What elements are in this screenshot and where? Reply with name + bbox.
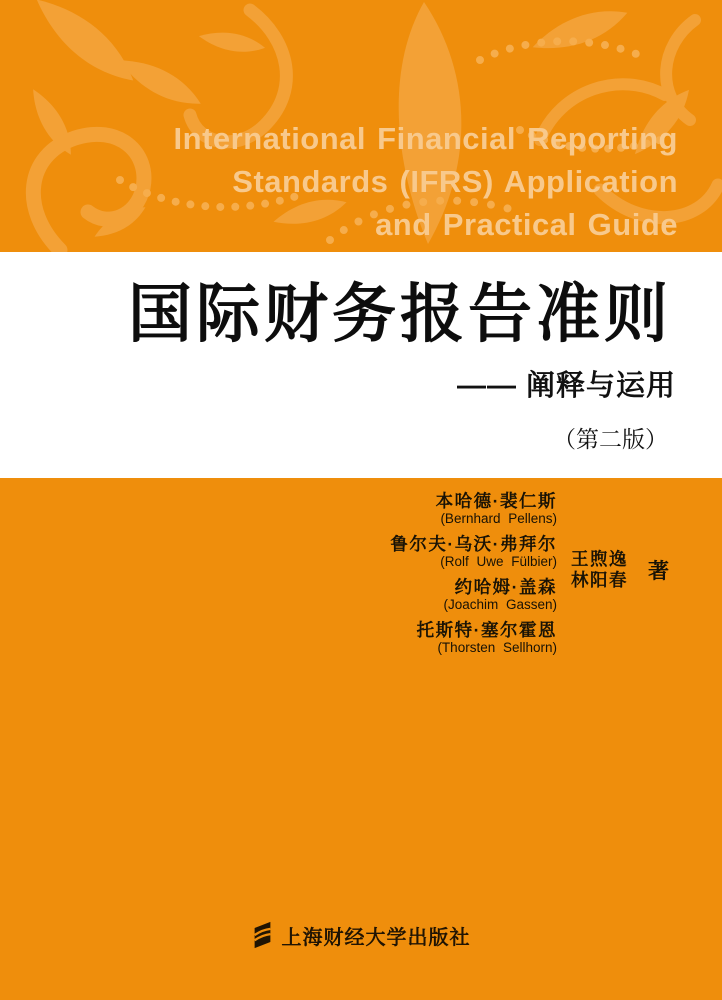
english-title	[174, 117, 678, 246]
author-name-cn: 托斯特·塞尔霍恩	[416, 620, 557, 640]
author-name-en: (Thorsten Sellhorn)	[437, 640, 557, 655]
translator-name: 林阳春	[571, 570, 628, 590]
author-entry	[390, 577, 557, 612]
main-title: 国际财务报告准则	[128, 277, 672, 352]
edition-label: （第二版）	[553, 427, 668, 453]
authors-block	[390, 491, 557, 663]
author-name-cn: 鲁尔夫·乌沃·弗拜尔	[390, 534, 557, 554]
author-entry	[390, 534, 557, 569]
author-name-en: (Rolf Uwe Fülbier)	[440, 554, 557, 569]
translator-name: 王煦逸	[571, 549, 628, 569]
author-name-cn: 本哈德·裴仁斯	[435, 491, 557, 511]
author-entry	[390, 491, 557, 526]
author-name-cn: 约哈姆·盖森	[454, 577, 557, 597]
credit-role-label: 著	[648, 560, 669, 583]
english-title-line-1: International Financial Reporting	[173, 121, 678, 156]
sufe-press-logo-icon	[252, 920, 273, 950]
publisher-name: 上海财经大学出版社	[281, 926, 471, 949]
author-name-en: (Bernhard Pellens)	[440, 511, 557, 526]
author-name-en: (Joachim Gassen)	[443, 597, 557, 612]
subtitle: —— 阐释与运用	[456, 370, 676, 402]
english-title-line-2: Standards (IFRS) Application	[232, 164, 678, 199]
translators-block	[571, 549, 628, 591]
author-entry	[390, 620, 557, 655]
english-title-line-3: and Practical Guide	[375, 207, 678, 242]
cover-top-pattern-area	[0, 0, 722, 252]
publisher-block	[0, 920, 722, 950]
